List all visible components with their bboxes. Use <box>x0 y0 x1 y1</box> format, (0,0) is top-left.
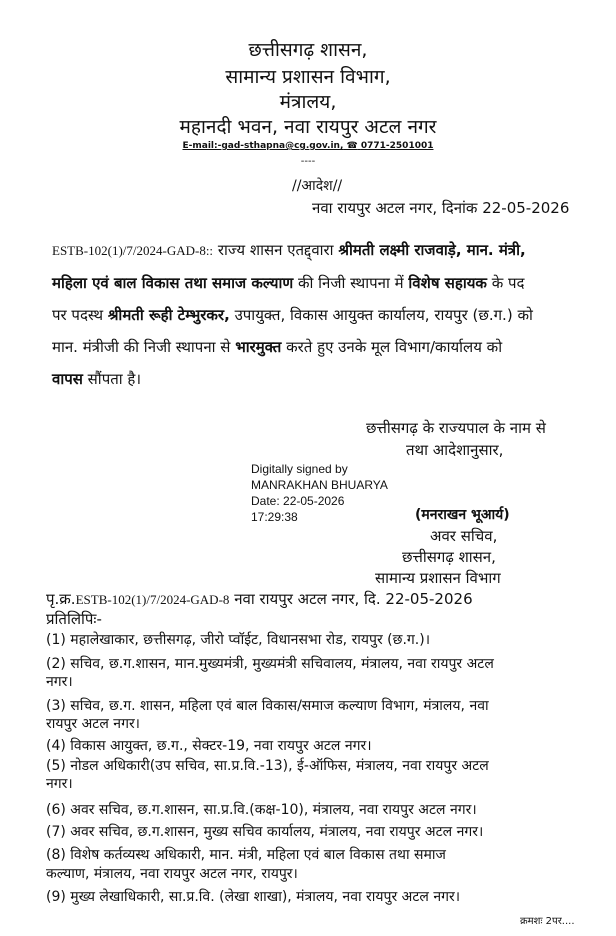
contact-line <box>0 141 616 151</box>
copy-item-2: (2) सचिव, छ.ग.शासन, मान.मुख्यमंत्री, मुख्यमंत्री सचिवालय, मंत्रालय, नवा रायपुर अटल <box>46 656 494 672</box>
phone-icon: ☎ <box>346 141 358 151</box>
minister-name: श्रीमती लक्ष्मी राजवाड़े, मान. मंत्री, <box>338 241 526 259</box>
letterhead-line-4: महानदी भवन, नवा रायपुर अटल नगर <box>179 116 437 138</box>
copy-item-6: (6) अवर सचिव, छ.ग.शासन, सा.प्र.वि.(कक्ष-10), मंत्रालय, नवा रायपुर अटल नगर। <box>46 802 477 818</box>
signatory-name: (मनराखन भूआर्य) <box>415 507 510 523</box>
separator: ---- <box>300 156 316 167</box>
page-continuation-note: क्रमशः 2पर.... <box>520 916 575 927</box>
order-line-4 <box>52 337 502 357</box>
signatory-dept: सामान्य प्रशासन विभाग <box>375 569 501 587</box>
signature-date: Date: 22-05-2026 <box>251 494 345 508</box>
copy-item-3: (3) सचिव, छ.ग. शासन, महिला एवं बाल विकास/समाज कल्याण विभाग, मंत्रालय, नवा <box>46 698 489 714</box>
order-text: करते हुए उनके मूल विभाग/कार्यालय को <box>286 338 503 356</box>
signatory-designation: अवर सचिव, <box>430 527 498 545</box>
letterhead-line-2: सामान्य प्रशासन विभाग, <box>225 66 391 88</box>
order-text: के पद <box>491 274 525 292</box>
order-line-2 <box>52 273 524 293</box>
signature-time: 17:29:38 <box>251 510 298 524</box>
post-name: विशेष सहायक <box>408 274 487 292</box>
order-text: उपायुक्त, विकास आयुक्त कार्यालय, रायपुर (छ.ग.) को <box>234 306 533 324</box>
relieved-text: भारमुक्त <box>235 338 282 356</box>
order-line-5 <box>52 369 141 389</box>
order-label: //आदेश// <box>292 178 343 194</box>
authority-line-1: छत्तीसगढ़ के राज्यपाल के नाम से <box>366 419 546 437</box>
letterhead-line-1: छत्तीसगढ़ शासन, <box>248 39 368 61</box>
department-name: महिला एवं बाल विकास तथा समाज कल्याण <box>52 274 294 292</box>
order-text: मान. मंत्रीजी की निजी स्थापना से <box>52 338 231 356</box>
copy-item-2-cont: नगर। <box>46 674 73 690</box>
order-text: राज्य शासन एतद्द्वारा <box>217 241 334 259</box>
ref-place-date: नवा रायपुर अटल नगर, दि. 22-05-2026 <box>234 590 473 608</box>
email-text: E-mail:-gad-sthapna@cg.gov.in, <box>182 141 344 151</box>
order-reference: ESTB-102(1)/7/2024-GAD-8:: <box>52 243 214 258</box>
copy-item-5: (5) नोडल अधिकारी(उप सचिव, सा.प्र.वि.-13), ई-ऑफिस, मंत्रालय, नवा रायपुर अटल <box>46 758 489 774</box>
copy-item-7: (7) अवर सचिव, छ.ग.शासन, मुख्य सचिव कार्यालय, मंत्रालय, नवा रायपुर अटल नगर। <box>46 824 484 840</box>
copy-label: प्रतिलिपिः- <box>46 610 102 628</box>
copy-item-9: (9) मुख्य लेखाधिकारी, सा.प्र.वि. (लेखा शाखा), मंत्रालय, नवा रायपुर अटल नगर। <box>46 889 461 905</box>
order-line-3 <box>52 305 533 325</box>
copy-item-4: (4) विकास आयुक्त, छ.ग., सेक्टर-19, नवा रायपुर अटल नगर। <box>46 738 372 754</box>
order-line-1 <box>52 240 526 260</box>
copy-item-3-cont: रायपुर अटल नगर। <box>46 716 140 732</box>
signer-name: MANRAKHAN BHUARYA <box>251 478 388 492</box>
copy-item-1: (1) महालेखाकार, छत्तीसगढ़, जीरो प्वॉईट, विधानसभा रोड, रायपुर (छ.ग.)। <box>46 632 431 648</box>
copy-item-8-cont: कल्याण, मंत्रालय, नवा रायपुर अटल नगर, रायपुर। <box>46 866 298 882</box>
order-text: पर पदस्थ <box>52 306 104 324</box>
phone-number: 0771-2501001 <box>360 141 434 151</box>
authority-line-2: तथा आदेशानुसार, <box>406 441 504 459</box>
signatory-govt: छत्तीसगढ़ शासन, <box>402 548 496 566</box>
copy-item-5-cont: नगर। <box>46 776 73 792</box>
order-text: की निजी स्थापना में <box>297 274 404 292</box>
copy-item-8: (8) विशेष कर्तव्यस्थ अधिकारी, मान. मंत्री, महिला एवं बाल विकास तथा समाज <box>46 847 446 863</box>
order-text: सौंपता है। <box>87 370 142 388</box>
return-text: वापस <box>52 370 83 388</box>
officer-name: श्रीमती रूही टेम्भुरकर, <box>107 306 230 324</box>
ref-number: ESTB-102(1)/7/2024-GAD-8 <box>75 592 230 607</box>
digital-signature <box>251 461 388 525</box>
letterhead-line-3: मंत्रालय, <box>279 91 337 113</box>
signature-line: Digitally signed by <box>251 462 348 476</box>
ref-prefix: पृ.क्र. <box>46 590 76 608</box>
endorsement-reference <box>46 589 473 609</box>
place-date: नवा रायपुर अटल नगर, दिनांक 22-05-2026 <box>312 199 570 217</box>
